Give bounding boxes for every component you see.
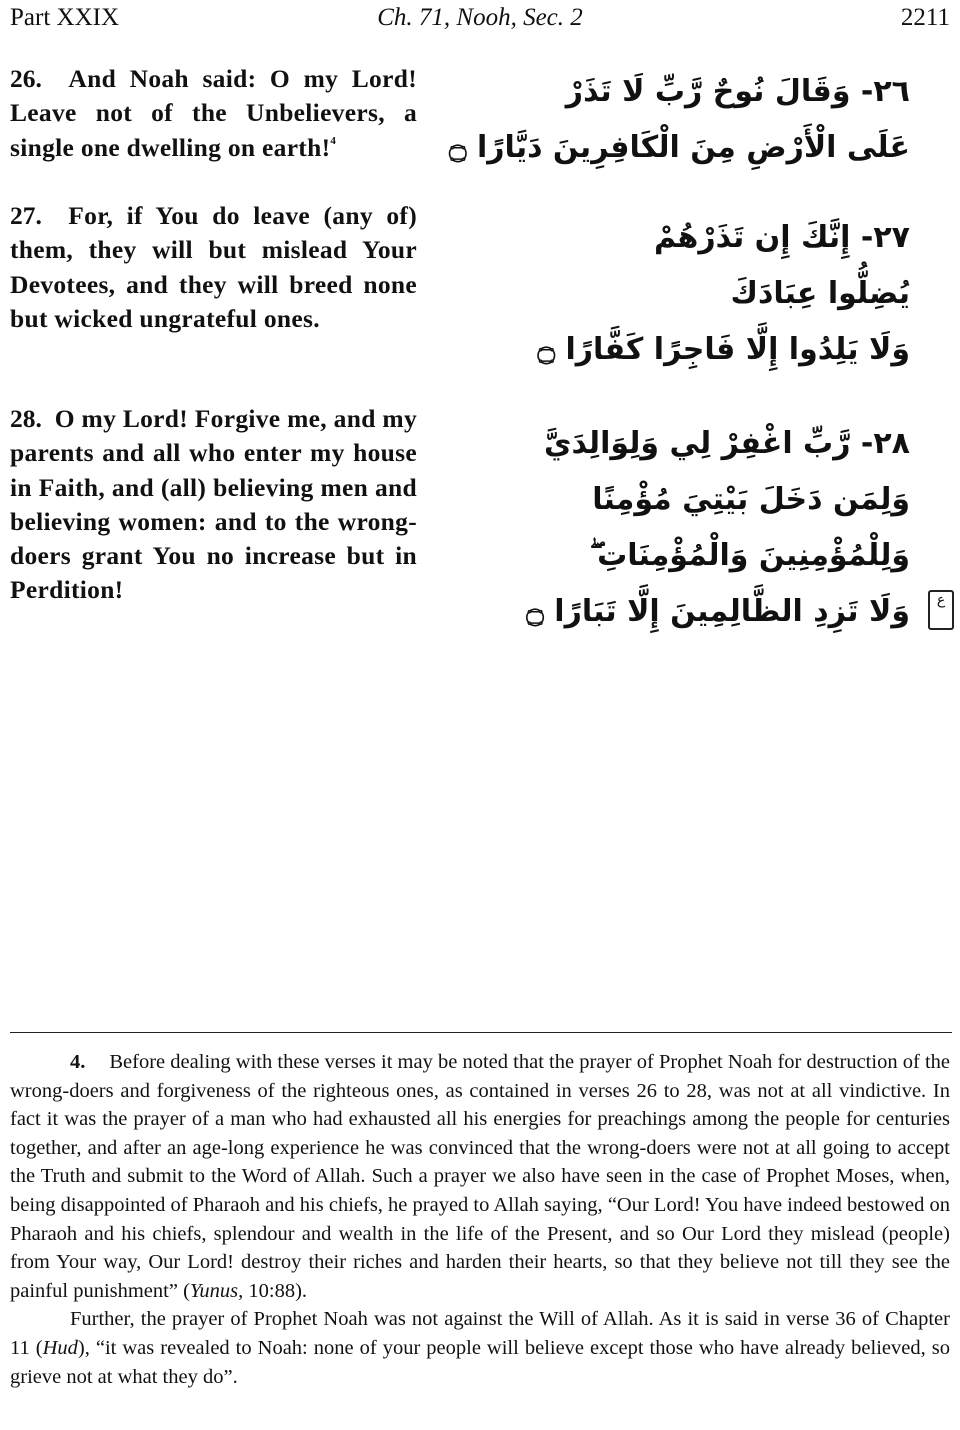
arabic-line: وَلَا تَزِدِ الظَّالِمِينَ إِلَّا تَبَارًا ۝ <box>526 594 910 629</box>
arabic-line: عَلَى الْأَرْضِ مِنَ الْكَافِرِينَ دَيَّارًا ۝ <box>448 130 910 165</box>
verse-28-arabic <box>526 416 910 640</box>
verse-number: 28. <box>10 404 42 433</box>
footnote-4 <box>10 1048 950 1391</box>
arabic-line: وَلَا يَلِدُوا إِلَّا فَاجِرًا كَفَّارًا ۝ <box>537 332 910 367</box>
footnote-number: 4. <box>70 1051 86 1073</box>
chapter-title: Ch. 71, Nooh, Sec. 2 <box>377 4 583 31</box>
verse-number: 27. <box>10 201 42 230</box>
footnote-divider <box>10 1032 952 1033</box>
footnote-paragraph <box>10 1048 950 1305</box>
footnote-text: Before dealing with these verses it may be noted that the prayer of Prophet Noah for destruction of the wrong-doers and forgiveness of the righteous ones, as contained in verses 26 to 28, was not at all vindictive. In fact it was the prayer of a man who had exhausted all his energies for preachings among the people for centuries together, and after an age-long experience he was convinced that the wrong-doers were not at all going to accept the Truth and submit to the Word of Allah. Such a prayer we also have seen in the case of Prophet Moses, when, being disappointed of Pharaoh and his chiefs, he prayed to Allah saying, “Our Lord! You have indeed bestowed on Pharaoh and his chiefs, splendour and wealth in the life of the Present, and so Our Lord they mislead (people) from Your way, Our Lord! destroy their riches and harden their hearts, so that they believe not till they see the painful punishment” ( <box>10 1051 950 1302</box>
footnote-text: 10:88). <box>243 1279 308 1302</box>
arabic-line: ٢٧- إِنَّكَ إِن تَذَرْهُمْ <box>654 220 910 255</box>
arabic-line: يُضِلُّوا عِبَادَكَ <box>730 276 910 311</box>
arabic-line: وَلِلْمُؤْمِنِينَ وَالْمُؤْمِنَاتِ ۖ <box>589 538 910 573</box>
ruku-mark: ع <box>928 590 954 630</box>
verse-number: 26. <box>10 64 42 93</box>
verse-26-arabic <box>448 64 910 176</box>
citation: Yunus, <box>189 1279 244 1302</box>
verse-text: O my Lord! Forgive me, and my parents and all who enter my house in Faith, and (all) believing men and believing women: and to the wrong-doers grant You no increase but in Perdition! <box>10 404 417 605</box>
citation: Hud <box>42 1336 78 1359</box>
footnote-text: ), “it was revealed to Noah: none of your people will believe except those who have already believed, so grieve not at what they do”. <box>10 1336 950 1388</box>
footnote-ref[interactable]: 4 <box>330 134 336 147</box>
footnote-paragraph <box>10 1305 950 1391</box>
part-label: Part XXIX <box>10 4 120 31</box>
arabic-line: وَلِمَن دَخَلَ بَيْتِيَ مُؤْمِنًا <box>592 482 910 517</box>
arabic-line: ٢٦- وَقَالَ نُوحٌ رَّبِّ لَا تَذَرْ <box>565 74 910 109</box>
verse-28-translation <box>10 402 417 608</box>
verse-26-translation <box>10 62 417 165</box>
page-header <box>10 2 950 38</box>
verse-27-arabic <box>537 210 910 378</box>
verse-text: For, if You do leave (any of) them, they will but mislead Your Devotees, and they will breed none but wicked ungrateful ones. <box>10 201 418 333</box>
arabic-line: ٢٨- رَّبِّ اغْفِرْ لِي وَلِوَالِدَيَّ <box>543 426 910 461</box>
footnote-text: Further, the prayer of Prophet Noah was not against the Will of Allah. As it is said in verse 36 of Chapter 11 ( <box>10 1308 950 1359</box>
verse-27-translation <box>10 199 417 336</box>
page-number: 2211 <box>900 4 950 31</box>
verse-text: And Noah said: O my Lord! Leave not of the Unbelievers, a single one dwelling on earth! <box>10 64 417 162</box>
